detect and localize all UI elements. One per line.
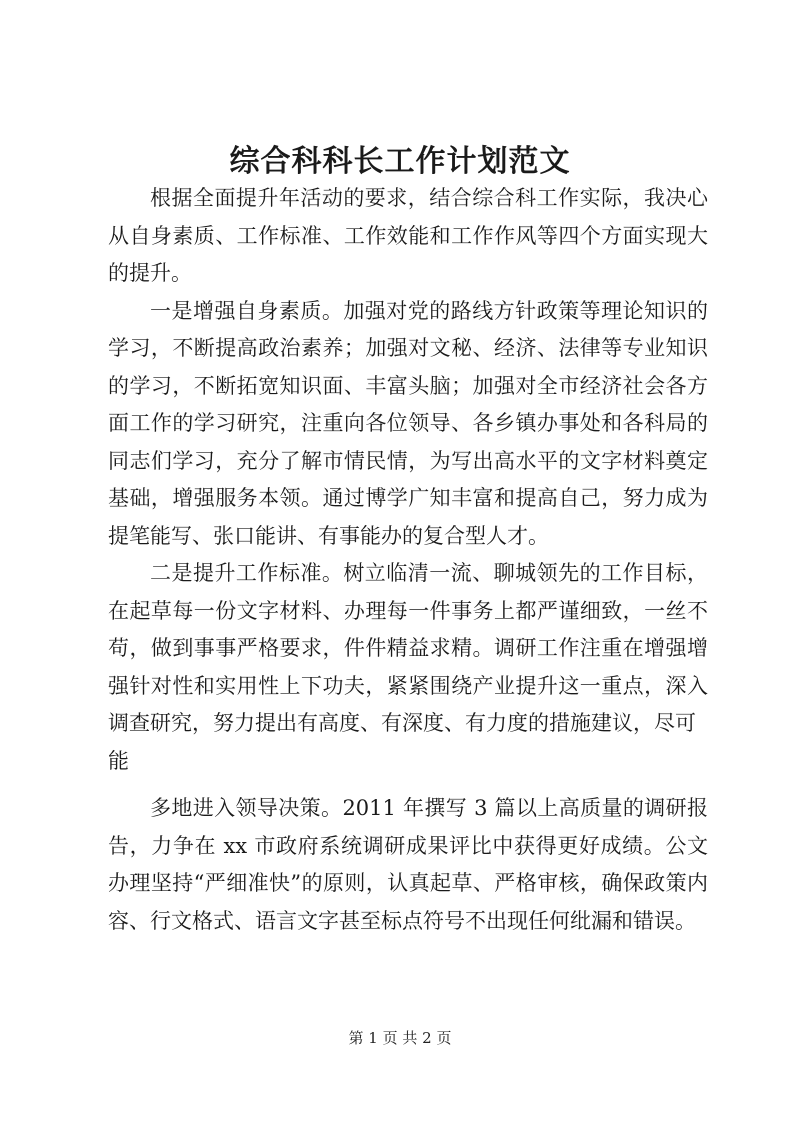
page-number-footer: 第 1 页 共 2 页 [348, 1029, 452, 1047]
paragraph-decision-reports: 多地进入领导决策。2011 年撰写 3 篇以上高质量的调研报告，力争在 xx 市政府系统调研成果评比中获得更好成绩。公文办理坚持“严细准快”的原则，认真起草、严格审核，确保政策内容、行文格式、语言文字甚至标点符号不出现任何纰漏和错误。 [108, 796, 708, 933]
document-title: 综合科科长工作计划范文 [229, 144, 571, 179]
paragraph-orphan-line: 能 [108, 748, 129, 773]
paragraph-work-standard: 二是提升工作标准。树立临清一流、聊城领先的工作目标，在起草每一份文字材料、办理每一件事务上都严谨细致，一丝不苟，做到事事严格要求，件件精益求精。调研工作注重在增强增强针对性和实用性上下功夫，紧紧围绕产业提升这一重点，深入调查研究，努力提出有高度、有深度、有力度的措施建议，尽可 [108, 561, 708, 735]
paragraph-intro: 根据全面提升年活动的要求，结合综合科工作实际，我决心从自身素质、工作标准、工作效能和工作作风等四个方面实现大的提升。 [108, 186, 708, 285]
document-body [108, 180, 708, 940]
paragraph-self-quality: 一是增强自身素质。加强对党的路线方针政策等理论知识的学习，不断提高政治素养；加强对文秘、经济、法律等专业知识的学习，不断拓宽知识面、丰富头脑；加强对全市经济社会各方面工作的学习研究，注重向各位领导、各乡镇办事处和各科局的同志们学习，充分了解市情民情，为写出高水平的文字材料奠定基础，增强服务本领。通过博学广知丰富和提高自己，努力成为提笔能写、张口能讲、有事能办的复合型人才。 [108, 298, 708, 548]
